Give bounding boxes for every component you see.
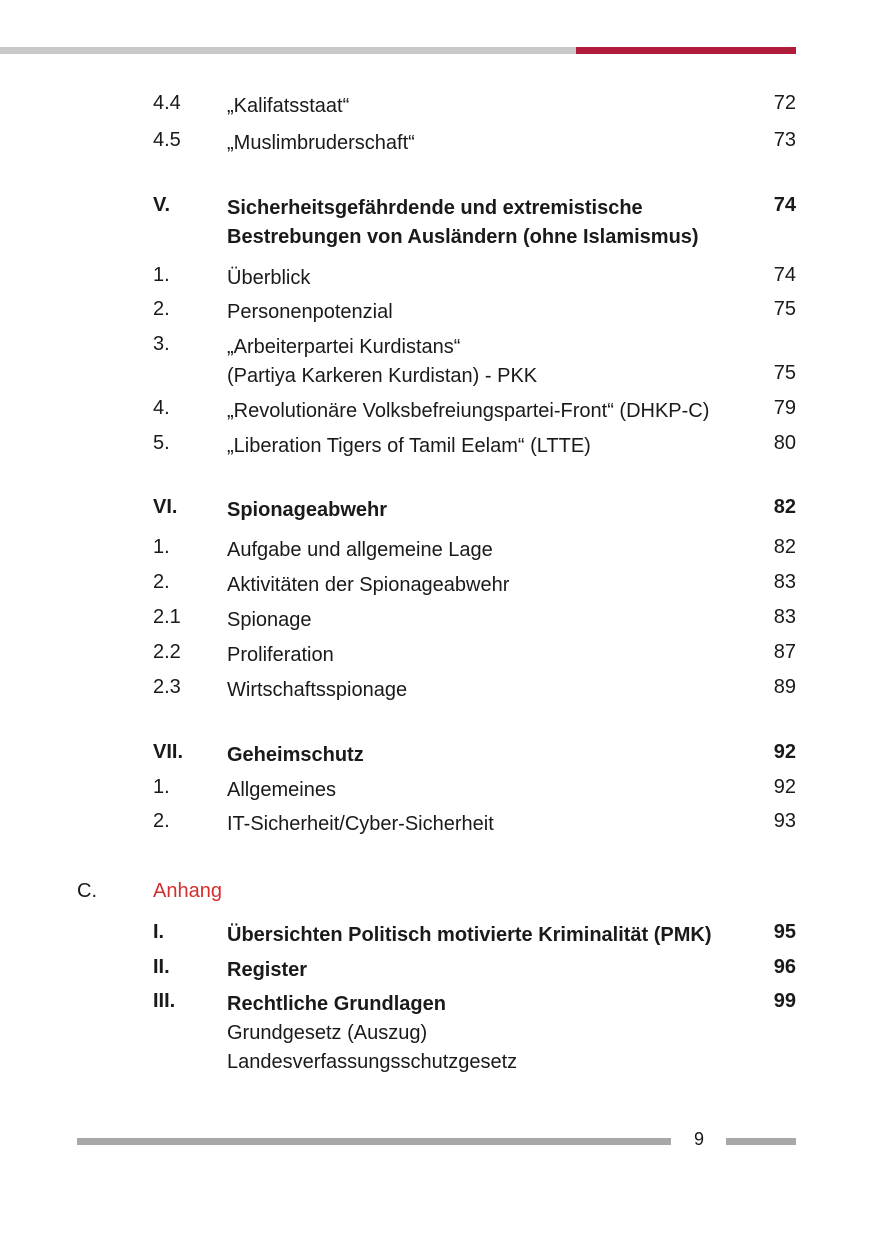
toc-title: Register <box>227 959 308 981</box>
toc-page: 72 <box>773 92 796 114</box>
toc-number: 4.5 <box>153 129 181 151</box>
toc-number: III. <box>153 990 176 1012</box>
toc-number: V. <box>153 194 171 216</box>
toc-page: 75 <box>773 362 796 384</box>
toc-subentry: Grundgesetz (Auszug) <box>227 1022 428 1044</box>
toc-number: 2. <box>153 810 170 832</box>
toc-page: 74 <box>773 264 796 286</box>
toc-title <box>227 333 757 391</box>
toc-number: 3. <box>153 333 170 355</box>
toc-page: 82 <box>773 536 796 558</box>
toc-page: 83 <box>773 606 796 628</box>
toc-number: 2.1 <box>153 606 181 628</box>
toc-title: Personenpotenzial <box>227 301 393 323</box>
toc-title: Überblick <box>227 267 311 289</box>
toc-page: 87 <box>773 641 796 663</box>
toc-number: 2.3 <box>153 676 181 698</box>
toc-page: 93 <box>773 810 796 832</box>
toc-title: Aktivitäten der Spionageabwehr <box>227 574 510 596</box>
toc-title: Spionage <box>227 609 312 631</box>
footer-rule-right <box>726 1138 796 1145</box>
toc-number: 2. <box>153 298 170 320</box>
toc-title: „Liberation Tigers of Tamil Eelam“ (LTTE) <box>227 435 591 457</box>
toc-title: Geheimschutz <box>227 744 364 766</box>
toc-number: 5. <box>153 432 170 454</box>
toc-title: „Revolutionäre Volksbefreiungspartei-Front“ (DHKP-C) <box>227 400 710 422</box>
toc-page: 74 <box>773 194 796 216</box>
toc-number: 1. <box>153 264 170 286</box>
toc-number: 1. <box>153 776 170 798</box>
top-rule-gray <box>0 47 576 54</box>
toc-title: Übersichten Politisch motivierte Kriminalität (PMK) <box>227 924 712 946</box>
toc-title: Allgemeines <box>227 779 336 801</box>
toc-number: 4. <box>153 397 170 419</box>
toc-title: Spionageabwehr <box>227 499 388 521</box>
toc-page: 73 <box>773 129 796 151</box>
toc-title-line: Rechtliche Grundlagen <box>227 993 446 1015</box>
toc-number: I. <box>153 921 165 943</box>
toc-number: 2.2 <box>153 641 181 663</box>
toc-title-line: Sicherheitsgefährdende und extremistische <box>227 197 643 219</box>
toc-number: VII. <box>153 741 184 763</box>
toc-title: Aufgabe und allgemeine Lage <box>227 539 493 561</box>
toc-page: 92 <box>773 776 796 798</box>
toc-title-line: Bestrebungen von Ausländern (ohne Islamismus) <box>227 226 699 248</box>
toc-number: 1. <box>153 536 170 558</box>
toc-subentry: Landesverfassungsschutzgesetz <box>227 1051 518 1073</box>
toc-title: IT-Sicherheit/Cyber-Sicherheit <box>227 813 494 835</box>
toc-page: 80 <box>773 432 796 454</box>
footer-rule-left <box>77 1138 671 1145</box>
page-number: 9 <box>693 1129 704 1149</box>
toc-page: 99 <box>773 990 796 1012</box>
toc-page: 95 <box>773 921 796 943</box>
top-rule-red <box>576 47 796 54</box>
toc-part-title: Anhang <box>153 880 222 902</box>
toc-title-line: „Arbeiterpartei Kurdistans“ <box>227 336 461 358</box>
toc-page: 83 <box>773 571 796 593</box>
toc-number: 2. <box>153 571 170 593</box>
toc-page: 79 <box>773 397 796 419</box>
toc-page: 82 <box>773 496 796 518</box>
toc-title: „Kalifatsstaat“ <box>227 95 350 117</box>
toc-title: Proliferation <box>227 644 334 666</box>
toc-page: 96 <box>773 956 796 978</box>
toc-title-line: (Partiya Karkeren Kurdistan) - PKK <box>227 365 538 387</box>
toc-title: Wirtschaftsspionage <box>227 679 408 701</box>
toc-part-letter: C. <box>77 880 97 902</box>
toc-title <box>227 194 757 252</box>
toc-title: „Muslimbruderschaft“ <box>227 132 415 154</box>
toc-page: 75 <box>773 298 796 320</box>
toc-number: VI. <box>153 496 178 518</box>
toc-number: 4.4 <box>153 92 181 114</box>
toc-page: 92 <box>773 741 796 763</box>
toc-page: 89 <box>773 676 796 698</box>
toc-title <box>227 990 757 1077</box>
toc-number: II. <box>153 956 170 978</box>
